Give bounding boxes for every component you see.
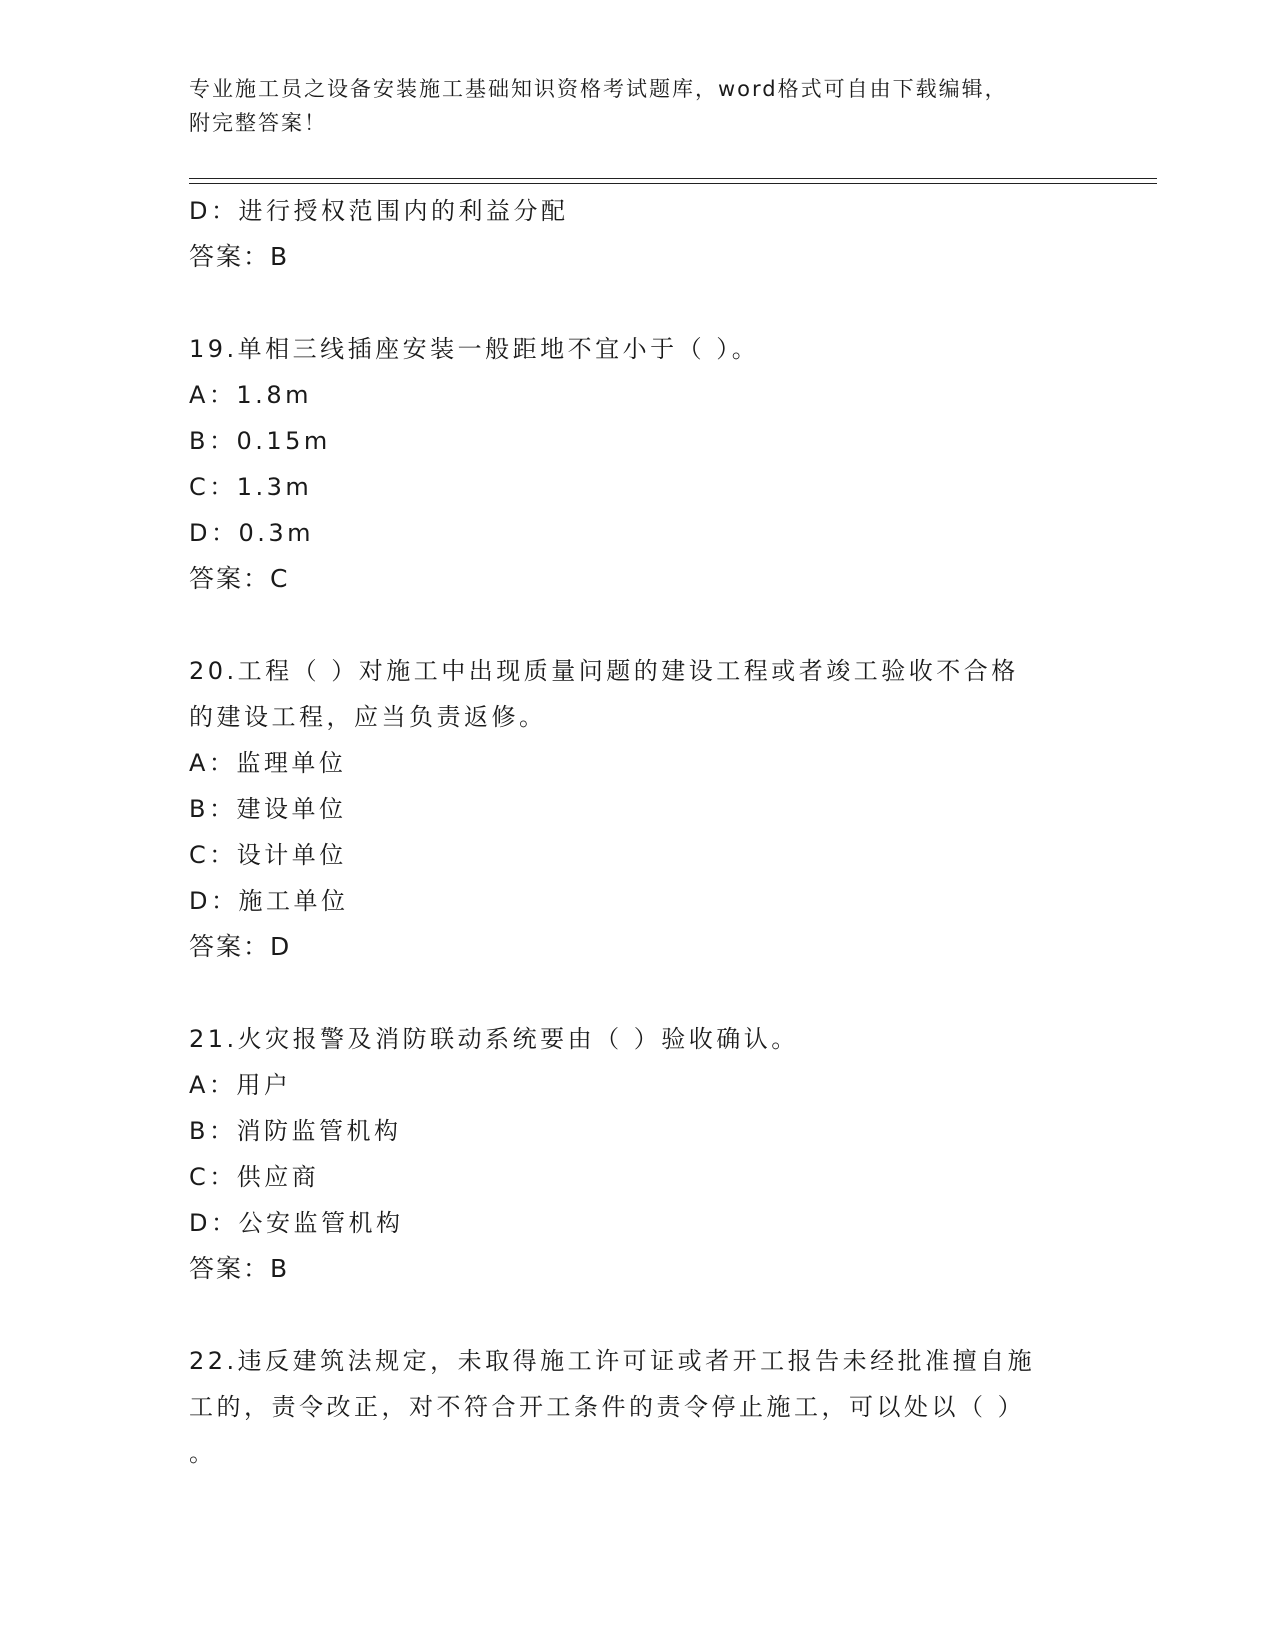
question-20 — [189, 648, 1089, 970]
question-stem: 22.违反建筑法规定，未取得施工许可证或者开工报告未经批准擅自施 — [189, 1347, 1036, 1375]
option-a: A：监理单位 — [189, 749, 347, 777]
spacer — [189, 970, 1089, 1016]
option-a: A：1.8m — [189, 381, 312, 409]
document-header — [189, 72, 1089, 140]
question-stem-continued: 的建设工程，应当负责返修。 — [189, 703, 547, 731]
answer-line: 答案：C — [189, 564, 290, 593]
option-b: B：0.15m — [189, 427, 331, 455]
header-line-2: 附完整答案！ — [189, 111, 327, 135]
header-divider-bottom — [189, 183, 1157, 184]
header-divider-top — [189, 178, 1157, 179]
question-stem-continued: 工的，责令改正，对不符合开工条件的责令停止施工，可以处以（ ） — [189, 1393, 1026, 1421]
option-b: B：建设单位 — [189, 795, 347, 823]
header-line-1: 专业施工员之设备安装施工基础知识资格考试题库，word格式可自由下载编辑， — [189, 77, 1008, 101]
question-stem: 19.单相三线插座安装一般距地不宜小于（ ）。 — [189, 335, 760, 363]
spacer — [189, 1292, 1089, 1338]
question-19 — [189, 326, 1089, 602]
question-21 — [189, 1016, 1089, 1292]
option-c: C：设计单位 — [189, 841, 347, 869]
answer-line: 答案：B — [189, 1254, 290, 1283]
spacer — [189, 602, 1089, 648]
option-a: A：用户 — [189, 1071, 292, 1099]
question-stem: 21.火灾报警及消防联动系统要由（ ）验收确认。 — [189, 1025, 799, 1053]
option-b: B：消防监管机构 — [189, 1117, 402, 1145]
option-d: D：进行授权范围内的利益分配 — [189, 197, 569, 225]
previous-question-tail — [189, 188, 1089, 280]
question-22 — [189, 1338, 1089, 1476]
question-stem: 20.工程（ ）对施工中出现质量问题的建设工程或者竣工验收不合格 — [189, 657, 1019, 685]
option-d: D：施工单位 — [189, 887, 349, 915]
answer-line: 答案：B — [189, 242, 290, 271]
answer-line: 答案：D — [189, 932, 292, 961]
option-c: C：供应商 — [189, 1163, 320, 1191]
option-d: D：公安监管机构 — [189, 1209, 404, 1237]
option-d: D：0.3m — [189, 519, 315, 547]
document-body — [189, 188, 1089, 1476]
spacer — [189, 280, 1089, 326]
question-stem-continued: 。 — [189, 1439, 217, 1467]
option-c: C：1.3m — [189, 473, 313, 501]
